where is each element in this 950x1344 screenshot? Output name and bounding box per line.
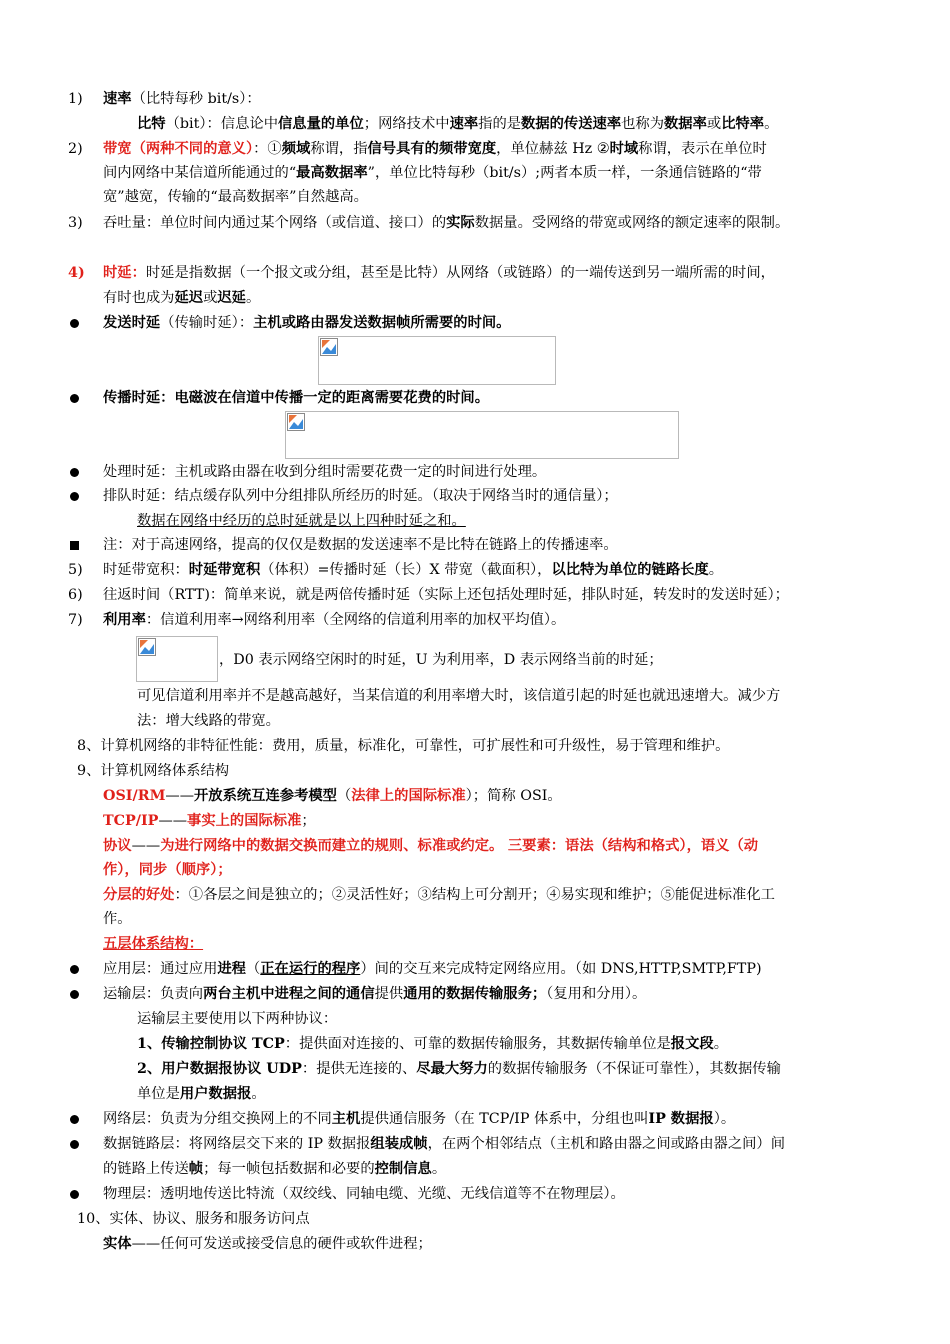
term-delay-bandwidth-product: 时延带宽积：时延带宽积（体积）=传播时延（长）X 带宽（截面积），以比特为单位的链路长度。 bbox=[103, 562, 724, 578]
entity-definition: 实体——任何可发送或接受信息的硬件或软件进程； bbox=[103, 1236, 432, 1252]
term-transmission-delay: 发送时延（传输时延）：主机或路由器发送数据帧所需要的时间。 bbox=[103, 315, 511, 331]
section-9-heading: 9、计算机网络体系结构 bbox=[77, 763, 230, 779]
delay-alias: 有时也成为延迟或迟延。 bbox=[103, 290, 261, 306]
protocol-line-2: 作），同步（顺序）； bbox=[103, 862, 232, 878]
term-rtt: 往返时间（RTT)：简单来说，就是两倍传播时延（实际上还包括处理时延，排队时延，转发时的发送时延）； bbox=[103, 587, 789, 603]
udp-protocol-1: 2、用户数据报协议 UDP：提供无连接的、尽最大努力的数据传输服务（不保证可靠性），其数据传输 bbox=[137, 1061, 781, 1077]
bandwidth-text-3: 宽”越宽，传输的“最高数据率”自然越高。 bbox=[103, 189, 368, 205]
high-speed-note: 注：对于高速网络，提高的仅仅是数据的发送速率不是比特在链路上的传播速率。 bbox=[103, 537, 618, 553]
bullet bbox=[70, 468, 79, 477]
bullet bbox=[70, 394, 79, 403]
list-number: 5) bbox=[68, 562, 83, 578]
list-number: 3) bbox=[68, 215, 83, 231]
broken-image-icon bbox=[138, 638, 156, 656]
transport-protocols-intro: 运输层主要使用以下两种协议： bbox=[137, 1011, 338, 1027]
section-10-heading: 10、实体、协议、服务和服务访问点 bbox=[77, 1211, 310, 1227]
term-delay: 时延：时延是指数据（一个报文或分组，甚至是比特）从网络（或链路）的一端传送到另一端所需的时间， bbox=[103, 265, 775, 281]
utilization-formula-note: ，D0 表示网络空闲时的时延，U 为利用率，D 表示网络当前的时延； bbox=[219, 652, 663, 668]
osi-rm-line: OSI/RM——开放系统互连参考模型（法律上的国际标准）；简称 OSI。 bbox=[103, 788, 562, 804]
bullet bbox=[70, 1115, 79, 1124]
list-number: 6) bbox=[68, 587, 83, 603]
application-layer: 应用层：通过应用进程（正在运行的程序）间的交互来完成特定网络应用。（如 DNS,HTTP,SMTP,FTP) bbox=[103, 961, 762, 977]
bullet bbox=[70, 965, 79, 974]
five-layer-heading: 五层体系结构： bbox=[103, 936, 204, 952]
bullet bbox=[70, 1140, 79, 1149]
udp-protocol-2: 单位是用户数据报。 bbox=[137, 1086, 266, 1102]
tcp-ip-line: TCP/IP——事实上的国际标准； bbox=[103, 813, 316, 829]
utilization-explain-2: 法：增大线路的带宽。 bbox=[137, 713, 280, 729]
physical-layer: 物理层：透明地传送比特流（双绞线、同轴电缆、光缆、无线信道等不在物理层）。 bbox=[103, 1186, 625, 1202]
data-link-layer-2: 的链路上传送帧；每一帧包括数据和必要的控制信息。 bbox=[103, 1161, 447, 1177]
term-processing-delay: 处理时延：主机或路由器在收到分组时需要花费一定的时间进行处理。 bbox=[103, 464, 547, 480]
bullet bbox=[70, 1190, 79, 1199]
utilization-explain-1: 可见信道利用率并不是越高越好，当某信道的利用率增大时，该信道引起的时延也就迅速增大。减少方 bbox=[137, 688, 781, 704]
square-bullet bbox=[70, 541, 79, 550]
formula-image-placeholder bbox=[285, 411, 679, 459]
broken-image-icon bbox=[287, 413, 305, 431]
formula-image-placeholder bbox=[136, 636, 218, 682]
bit-definition: 比特（bit）：信息论中信息量的单位；网络技术中速率指的是数据的传送速率也称为数据率或比特率。 bbox=[137, 116, 779, 132]
protocol-line-1: 协议——为进行网络中的数据交换而建立的规则、标准或约定。 三要素：语法（结构和格式），语义（动 bbox=[103, 838, 759, 854]
bandwidth-text-2: 间内网络中某信道所能通过的“最高数据率”，单位比特每秒（bit/s）;两者本质一样，一条通信链路的“带 bbox=[103, 165, 762, 181]
term-utilization: 利用率：信道利用率→网络利用率（全网络的信道利用率的加权平均值）。 bbox=[103, 612, 566, 628]
bullet bbox=[70, 492, 79, 501]
bullet bbox=[70, 319, 79, 328]
data-link-layer-1: 数据链路层：将网络层交下来的 IP 数据报组装成帧，在两个相邻结点（主机和路由器之间或路由器之间）间 bbox=[103, 1136, 786, 1152]
layering-benefits-1: 分层的好处：①各层之间是独立的；②灵活性好；③结构上可分割开；④易实现和维护；⑤能促进标准化工 bbox=[103, 887, 775, 903]
broken-image-icon bbox=[320, 338, 338, 356]
list-number: 4) bbox=[68, 265, 85, 281]
formula-image-placeholder bbox=[318, 336, 556, 385]
bullet bbox=[70, 990, 79, 999]
layering-benefits-2: 作。 bbox=[103, 911, 132, 927]
term-queueing-delay: 排队时延：结点缓存队列中分组排队所经历的时延。（取决于网络当时的通信量）； bbox=[103, 488, 618, 504]
list-number: 1) bbox=[68, 91, 83, 107]
total-delay-note: 数据在网络中经历的总时延就是以上四种时延之和。 bbox=[137, 513, 466, 529]
term-propagation-delay: 传播时延：电磁波在信道中传播一定的距离需要花费的时间。 bbox=[103, 390, 490, 406]
section-8: 8、计算机网络的非特征性能：费用，质量，标准化，可靠性，可扩展性和可升级性，易于管理和维护。 bbox=[77, 738, 730, 754]
term-rate: 速率（比特每秒 bit/s）： bbox=[103, 91, 261, 107]
network-layer: 网络层：负责为分组交换网上的不同主机提供通信服务（在 TCP/IP 体系中，分组也叫IP 数据报）。 bbox=[103, 1111, 736, 1127]
term-bandwidth: 带宽（两种不同的意义）：①频域称谓，指信号具有的频带宽度，单位赫兹 Hz ②时域称谓，表示在单位时 bbox=[103, 141, 767, 157]
term-throughput: 吞吐量：单位时间内通过某个网络（或信道、接口）的实际数据量。受网络的带宽或网络的额定速率的限制。 bbox=[103, 215, 790, 231]
list-number: 2) bbox=[68, 141, 83, 157]
transport-layer: 运输层：负责向两台主机中进程之间的通信提供通用的数据传输服务；（复用和分用）。 bbox=[103, 986, 647, 1002]
tcp-protocol: 1、传输控制协议 TCP：提供面对连接的、可靠的数据传输服务，其数据传输单位是报文段。 bbox=[137, 1036, 728, 1052]
list-number: 7) bbox=[68, 612, 83, 628]
